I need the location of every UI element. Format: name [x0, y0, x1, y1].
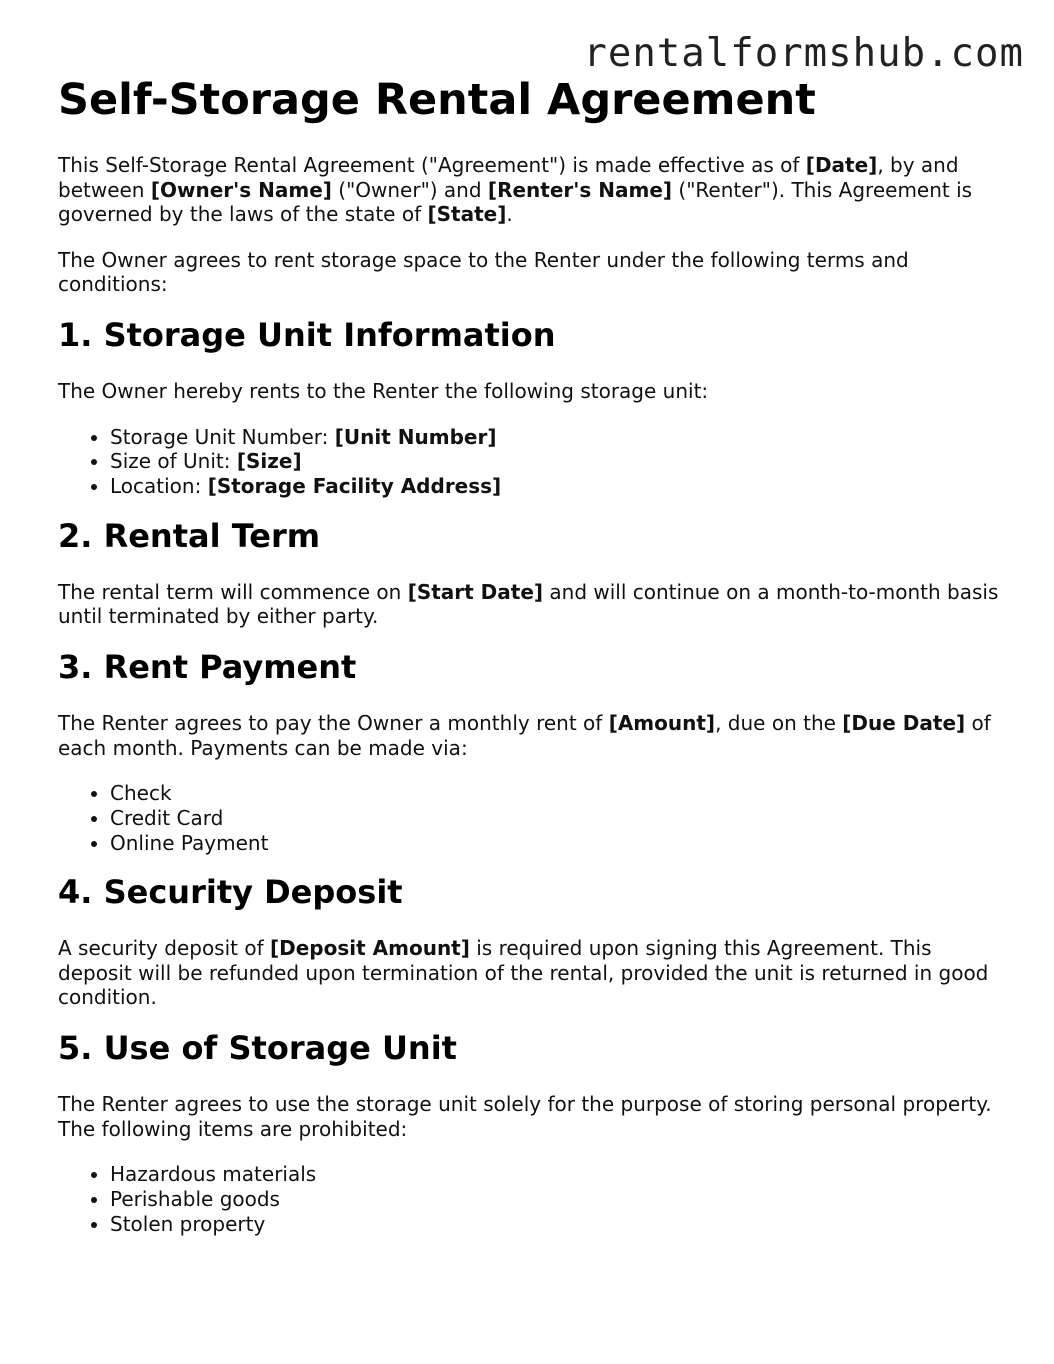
- deposit-amount-placeholder: [Deposit Amount]: [270, 936, 470, 961]
- section-heading-rental-term: 2. Rental Term: [58, 516, 321, 555]
- list-item: [110, 449, 1008, 474]
- rent-payment-text-part: The Renter agrees to pay the Owner a monthly rent of: [58, 711, 609, 736]
- unit-number-label: Storage Unit Number:: [110, 424, 335, 449]
- section-heading-security-deposit: 4. Security Deposit: [58, 873, 403, 912]
- intro-paragraph: [58, 153, 1008, 227]
- amount-placeholder: [Amount]: [608, 711, 716, 736]
- unit-size-placeholder: [Size]: [236, 449, 302, 474]
- section-heading-rent-payment: 3. Rent Payment: [58, 647, 357, 686]
- rental-term-text-part: The rental term will commence on: [58, 579, 408, 604]
- rental-term-text-part: and will continue on a month-to-month basis until terminated by either party.: [58, 579, 999, 629]
- list-item: [110, 425, 1008, 450]
- rent-payment-text: [58, 711, 1008, 760]
- payment-methods-list: [58, 781, 1008, 855]
- intro-text: This Self-Storage Rental Agreement ("Agreement") is made effective as of: [58, 153, 806, 178]
- storage-unit-text: The Owner hereby rents to the Renter the following storage unit:: [58, 379, 709, 404]
- security-deposit-text-part: A security deposit of: [58, 936, 270, 961]
- security-deposit-text-part: is required upon signing this Agreement. This deposit will be refunded upon termination of the rental, provided the unit is returned in good condition.: [58, 936, 989, 1010]
- list-item: • Stolen property: [110, 1212, 1008, 1237]
- document-title: Self-Storage Rental Agreement: [58, 75, 816, 125]
- prohibited-items-list: [58, 1162, 1008, 1236]
- list-item: [110, 474, 1008, 499]
- list-item: • Hazardous materials: [110, 1162, 1008, 1187]
- section-heading-storage-unit: 1. Storage Unit Information: [58, 315, 556, 354]
- intro-text: ("Renter"). This Agreement is governed by the laws of the state of: [58, 177, 973, 227]
- location-label: Location:: [110, 474, 208, 499]
- list-item: • Perishable goods: [110, 1187, 1008, 1212]
- use-of-unit-text: The Renter agrees to use the storage unit solely for the purpose of storing personal property. The following items are prohibited:: [58, 1092, 992, 1141]
- date-placeholder: [Date]: [805, 153, 878, 178]
- rent-payment-text-part: of each month. Payments can be made via:: [58, 711, 991, 760]
- unit-number-placeholder: [Unit Number]: [334, 424, 497, 449]
- list-item: • Credit Card: [110, 806, 1008, 831]
- site-watermark: rentalformshub.com: [583, 31, 1024, 76]
- intro-text: ("Owner") and: [331, 177, 488, 202]
- list-item: • Check: [110, 781, 1008, 806]
- storage-unit-list: [58, 425, 1008, 499]
- owner-name-placeholder: [Owner's Name]: [150, 177, 332, 202]
- list-item: • Online Payment: [110, 831, 1008, 856]
- rent-payment-text-part: , due on the: [715, 711, 843, 736]
- intro-text: .: [506, 202, 513, 227]
- due-date-placeholder: [Due Date]: [842, 711, 966, 736]
- rental-term-text: [58, 580, 1008, 629]
- renter-name-placeholder: [Renter's Name]: [487, 177, 673, 202]
- section-heading-use-of-unit: 5. Use of Storage Unit: [58, 1028, 457, 1067]
- document-body: [58, 76, 1008, 1256]
- intro-text: , by and between: [58, 153, 959, 202]
- security-deposit-text: [58, 936, 1008, 1010]
- state-placeholder: [State]: [427, 202, 507, 227]
- location-placeholder: [Storage Facility Address]: [207, 474, 502, 499]
- terms-intro: The Owner agrees to rent storage space to the Renter under the following terms and conditions:: [58, 247, 909, 297]
- start-date-placeholder: [Start Date]: [407, 579, 544, 604]
- unit-size-label: Size of Unit:: [110, 449, 237, 474]
